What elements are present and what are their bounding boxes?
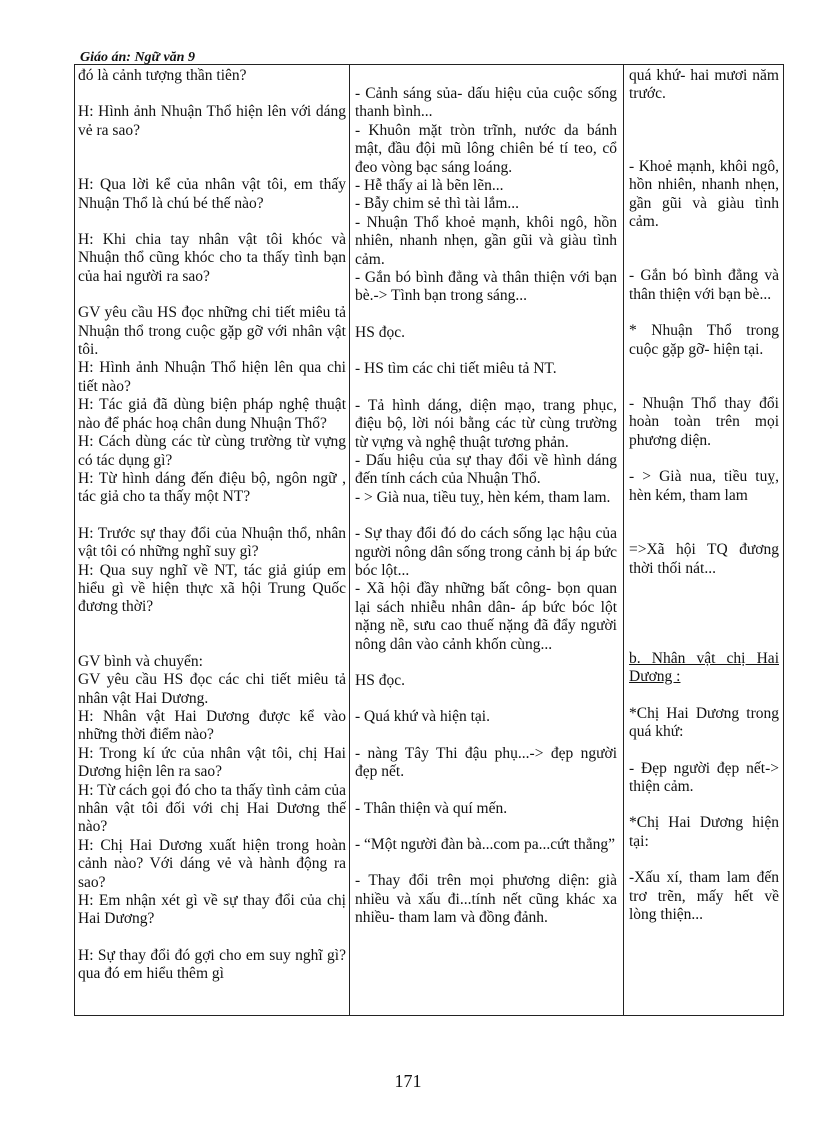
spacer bbox=[629, 104, 779, 122]
spacer bbox=[78, 507, 346, 525]
spacer bbox=[355, 654, 617, 672]
spacer bbox=[78, 929, 346, 947]
table-border-right bbox=[783, 65, 784, 1015]
spacer bbox=[629, 304, 779, 322]
spacer bbox=[78, 617, 346, 635]
spacer bbox=[629, 687, 779, 705]
student-activity-column bbox=[355, 67, 617, 1015]
spacer bbox=[629, 231, 779, 249]
col1-line: H: Trước sự thay đổi của Nhuận thổ, nhân vật tôi có những nghĩ suy gì? bbox=[78, 524, 346, 561]
spacer bbox=[629, 122, 779, 140]
col3-line: - Nhuận Thổ thay đổi hoàn toàn trên mọi phương diện. bbox=[629, 395, 779, 449]
spacer bbox=[78, 85, 346, 103]
col3-line: - Đẹp người đẹp nết-> thiện cảm. bbox=[629, 759, 779, 795]
spacer bbox=[629, 450, 779, 468]
col3-line: - Khoẻ mạnh, khôi ngô, hồn nhiên, nhanh nhẹn, gần gũi và giàu tình cảm. bbox=[629, 157, 779, 231]
col1-line: H: Hình ảnh Nhuận Thổ hiện lên qua chi tiết nào? bbox=[78, 359, 346, 395]
col1-line: GV yêu cầu HS đọc các chi tiết miêu tả nhân vật Hai Dương. bbox=[78, 671, 346, 707]
col1-line: đó là cảnh tượng thần tiên? bbox=[78, 67, 247, 84]
lesson-table bbox=[74, 64, 784, 1016]
col1-line: H: Hình ảnh Nhuận Thổ hiện lên với dáng vẻ ra sao? bbox=[78, 103, 346, 139]
col2-line: HS đọc. bbox=[355, 323, 405, 341]
col2-line: - “Một người đàn bà...com pa...cứt thẳng” bbox=[355, 836, 616, 853]
col1-line: H: Em nhận xét gì về sự thay đổi của chị Hai Dương? bbox=[78, 892, 346, 928]
col2-line: - Thân thiện và quí mến. bbox=[355, 799, 508, 817]
spacer bbox=[629, 796, 779, 814]
spacer bbox=[629, 632, 779, 650]
col2-line: - Thay đổi trên mọi phương diện: già nhiều và xấu đi...tính nết cũng khác xa nhiều- tham lam và đồng đảnh. bbox=[355, 872, 617, 927]
col3-line: * Nhuận Thổ trong cuộc gặp gỡ- hiện tại. bbox=[629, 322, 779, 358]
col1-line: H: Trong kí ức của nhân vật tôi, chị Hai Dương hiện lên ra sao? bbox=[78, 744, 346, 781]
page-number: 171 bbox=[394, 1071, 422, 1091]
spacer bbox=[355, 507, 617, 525]
spacer bbox=[629, 578, 779, 596]
col1-line: H: Chị Hai Dương xuất hiện trong hoàn cảnh nào? Với dáng vẻ và hành động ra sao? bbox=[78, 836, 346, 891]
col2-line: - Sự thay đổi đó do cách sống lạc hậu của người nông dân sống trong cảnh bị áp bức bóc lột... bbox=[355, 525, 617, 579]
col1-line: H: Tác giả đã dùng biện pháp nghệ thuật nào để phác hoạ chân dung Nhuận Thổ? bbox=[78, 396, 346, 432]
spacer bbox=[355, 379, 617, 397]
spacer bbox=[629, 742, 779, 760]
col2-line: - Cảnh sáng sủa- dấu hiệu của cuộc sống thanh bình... bbox=[355, 85, 617, 121]
table-border-left bbox=[74, 65, 75, 1015]
col1-line: H: Cách dùng các từ cùng trường từ vựng có tác dụng gì? bbox=[78, 433, 346, 469]
spacer bbox=[78, 140, 346, 158]
spacer bbox=[629, 140, 779, 158]
col3-line: b. Nhân vật chị Hai Dương : bbox=[629, 649, 779, 686]
teacher-activity-column bbox=[78, 67, 346, 1015]
spacer bbox=[355, 854, 617, 872]
col2-line: - > Già nua, tiều tuỵ, hèn kém, tham lam. bbox=[355, 488, 611, 506]
col2-line: HS đọc. bbox=[355, 671, 405, 689]
col2-line: - Bẫy chim sẻ thì tài lắm... bbox=[355, 195, 520, 213]
spacer bbox=[355, 727, 617, 745]
col2-line: - Quá khứ và hiện tại. bbox=[355, 708, 490, 726]
spacer bbox=[629, 851, 779, 869]
spacer bbox=[78, 213, 346, 231]
col2-line: - Khuôn mặt tròn trĩnh, nước da bánh mật, đầu đội mũ lông chiên bé tí teo, cổ đeo vòng bạc sáng loáng. bbox=[355, 121, 617, 176]
spacer bbox=[629, 377, 779, 395]
spacer bbox=[629, 596, 779, 614]
col2-line: - Xã hội đầy những bất công- bọn quan lại sách nhiễu nhân dân- áp bức bóc lột nặng nề, sưu cao thuế nặng đã đẩy người nông dân vào cảnh khốn cùng... bbox=[355, 580, 617, 653]
spacer bbox=[629, 359, 779, 377]
col2-line: - Gắn bó bình đẳng và thân thiện với bạn bè.-> Tình bạn trong sáng... bbox=[355, 269, 617, 305]
col2-line: - Nhuận Thổ khoẻ mạnh, khôi ngô, hồn nhiên, nhanh nhẹn, gần gũi và giàu tình cảm. bbox=[355, 213, 617, 268]
spacer bbox=[629, 505, 779, 523]
spacer bbox=[355, 342, 617, 360]
column-divider-2 bbox=[623, 65, 624, 1015]
column-divider-1 bbox=[349, 65, 350, 1015]
col1-line: GV yêu cầu HS đọc những chi tiết miêu tả Nhuận thổ trong cuộc gặp gỡ với nhân vật tôi. bbox=[78, 304, 346, 359]
spacer bbox=[629, 523, 779, 541]
document-header: Giáo án: Ngữ văn 9 bbox=[80, 50, 195, 65]
col3-line: - Gắn bó bình đẳng và thân thiện với bạn bè... bbox=[629, 267, 779, 303]
col2-line: - Tả hình dáng, diện mạo, trang phục, điệu bộ, lời nói bằng các từ cùng trường từ vựng và nghệ thuật tương phản. bbox=[355, 396, 617, 451]
spacer bbox=[355, 67, 617, 85]
col1-line: GV bình và chuyển: bbox=[78, 652, 203, 670]
spacer bbox=[78, 635, 346, 653]
spacer bbox=[355, 690, 617, 708]
spacer bbox=[78, 286, 346, 304]
col1-line: H: Qua suy nghĩ về NT, tác giả giúp em hiểu gì về hiện thực xã hội Trung Quốc đương thời? bbox=[78, 561, 346, 616]
col3-line: -Xấu xí, tham lam đến trơ trẽn, mấy hết về lòng thiện... bbox=[629, 869, 779, 923]
spacer bbox=[355, 782, 617, 800]
col1-line: H: Từ hình dáng đến điệu bộ, ngôn ngữ , tác giả cho ta thấy một NT? bbox=[78, 469, 346, 506]
col2-line: - Dấu hiệu của sự thay đổi về hình dáng đến tính cách của Nhuận Thổ. bbox=[355, 451, 617, 488]
spacer bbox=[355, 306, 617, 324]
spacer bbox=[355, 818, 617, 836]
col3-line: quá khứ- hai mươi năm trước. bbox=[629, 67, 779, 103]
col3-line: =>Xã hội TQ đương thời thối nát... bbox=[629, 541, 779, 577]
col3-line: *Chị Hai Dương trong quá khứ: bbox=[629, 704, 779, 741]
col1-line: H: Từ cách gọi đó cho ta thấy tình cảm của nhân vật tôi đối với chị Hai Dương thế nào? bbox=[78, 781, 346, 836]
col2-line: - Hễ thấy ai là bẽn lẽn... bbox=[355, 177, 504, 195]
col3-line: - > Già nua, tiều tuỵ, hèn kém, tham lam bbox=[629, 468, 779, 504]
spacer bbox=[629, 249, 779, 267]
col2-line: - HS tìm các chi tiết miêu tả NT. bbox=[355, 360, 557, 378]
col1-line: H: Nhân vật Hai Dương được kể vào những thời điểm nào? bbox=[78, 707, 346, 744]
col1-line: H: Sự thay đổi đó gợi cho em suy nghĩ gì? qua đó em hiểu thêm gì bbox=[78, 946, 346, 983]
spacer bbox=[629, 614, 779, 632]
content-notes-column bbox=[629, 67, 779, 1015]
col3-line: *Chị Hai Dương hiện tại: bbox=[629, 814, 779, 850]
col1-line: H: Qua lời kể của nhân vật tôi, em thấy Nhuận Thổ là chú bé thế nào? bbox=[78, 176, 346, 212]
spacer bbox=[78, 158, 346, 176]
col2-line: - nàng Tây Thi đậu phụ...-> đẹp người đẹp nết. bbox=[355, 744, 617, 781]
col1-line: H: Khi chia tay nhân vật tôi khóc và Nhuận thổ cũng khóc cho ta thấy tình bạn của hai người ra sao? bbox=[78, 231, 346, 285]
